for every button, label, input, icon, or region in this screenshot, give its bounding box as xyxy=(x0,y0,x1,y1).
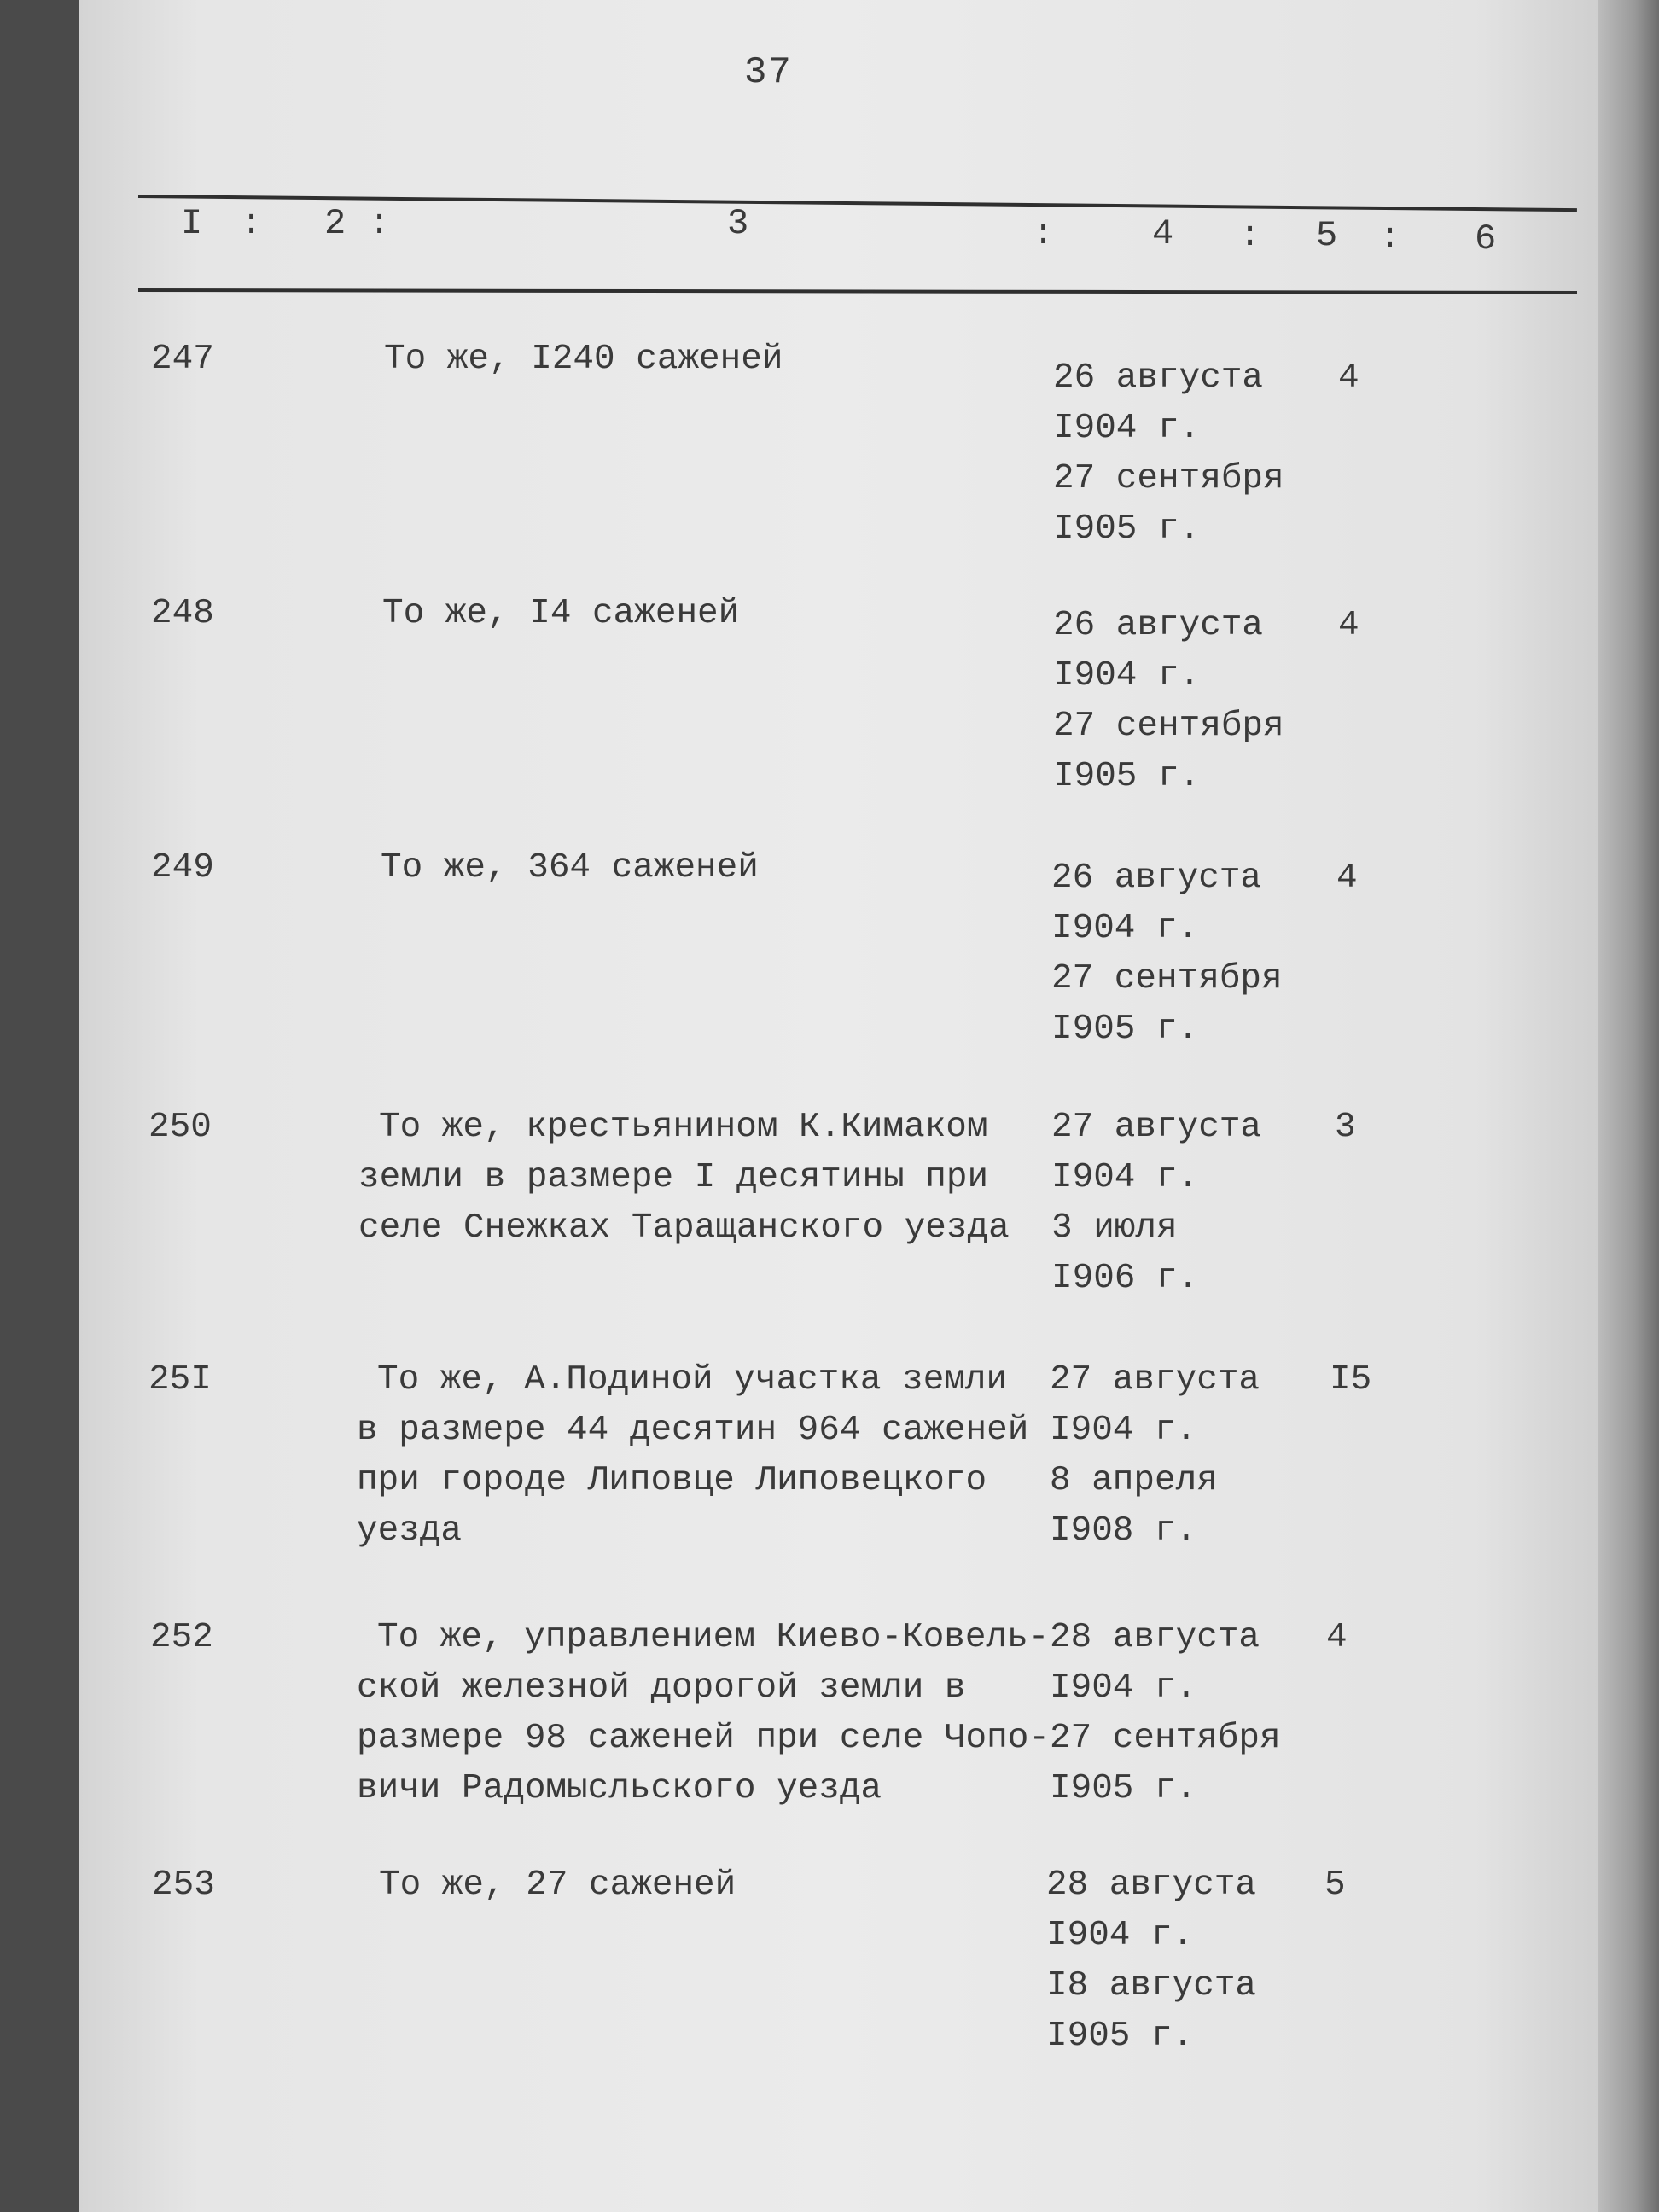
row-description xyxy=(357,1613,1125,1814)
row-number: 247 xyxy=(151,340,214,379)
description-line: То же, управлением Киево-Ковель- xyxy=(377,1618,1050,1657)
date-line: 27 августа xyxy=(1051,1108,1262,1147)
date-line: I904 г. xyxy=(1046,1916,1194,1955)
row-count: 4 xyxy=(1326,1618,1348,1657)
row-description xyxy=(384,335,1152,385)
date-line: I905 г. xyxy=(1050,1769,1197,1808)
description-line: То же, I4 саженей xyxy=(382,594,740,633)
description-line: при городе Липовце Липовецкого xyxy=(357,1461,987,1500)
header-col-6: 6 xyxy=(1475,218,1497,259)
description-line: ской железной дорогой земли в xyxy=(357,1668,966,1708)
description-line: селе Снежках Таращанского уезда xyxy=(358,1208,1010,1248)
date-line: 27 сентября xyxy=(1051,959,1283,998)
row-number: 248 xyxy=(151,594,214,633)
table-header-rule xyxy=(138,288,1577,294)
date-line: I904 г. xyxy=(1050,1668,1197,1708)
date-line: I905 г. xyxy=(1053,757,1201,796)
row-number: 252 xyxy=(150,1618,213,1657)
row-description xyxy=(379,1860,1147,1911)
date-line: I904 г. xyxy=(1050,1411,1197,1450)
date-line: I904 г. xyxy=(1051,1158,1199,1197)
header-separator: : xyxy=(1033,213,1055,254)
row-dates xyxy=(1050,1355,1306,1557)
description-line: То же, I240 саженей xyxy=(384,340,783,379)
table-header xyxy=(79,203,1598,263)
date-line: I905 г. xyxy=(1051,1010,1199,1049)
row-description xyxy=(382,589,1150,639)
description-line: вичи Радомысльского уезда xyxy=(357,1769,882,1808)
row-count: 5 xyxy=(1324,1866,1346,1905)
date-line: I904 г. xyxy=(1053,656,1201,696)
header-col-1: I xyxy=(181,203,203,244)
row-count: I5 xyxy=(1330,1360,1372,1400)
description-line: То же, А.Подиной участка земли xyxy=(377,1360,1008,1400)
row-count: 4 xyxy=(1336,859,1358,898)
header-separator: : xyxy=(1239,215,1261,256)
date-line: 27 сентября xyxy=(1050,1719,1281,1758)
date-line: 27 августа xyxy=(1050,1360,1260,1400)
row-number: 250 xyxy=(148,1108,212,1147)
row-dates xyxy=(1053,601,1309,802)
row-count: 4 xyxy=(1338,606,1359,645)
description-line: в размере 44 десятин 964 саженей xyxy=(357,1411,1029,1450)
header-separator: : xyxy=(369,203,391,244)
date-line: I905 г. xyxy=(1053,509,1201,549)
date-line: 28 августа xyxy=(1046,1866,1257,1905)
row-number: 249 xyxy=(151,848,214,888)
date-line: 28 августа xyxy=(1050,1618,1260,1657)
row-dates xyxy=(1050,1613,1306,1814)
date-line: 3 июля xyxy=(1051,1208,1178,1248)
row-count: 4 xyxy=(1338,358,1359,398)
row-count: 3 xyxy=(1335,1108,1356,1147)
row-dates xyxy=(1053,353,1309,555)
header-col-3: 3 xyxy=(727,203,749,244)
date-line: 26 августа xyxy=(1051,859,1262,898)
header-separator: : xyxy=(1379,217,1401,258)
row-dates xyxy=(1051,853,1307,1055)
document-page xyxy=(79,0,1598,2212)
date-line: 27 сентября xyxy=(1053,707,1284,746)
date-line: 26 августа xyxy=(1053,358,1264,398)
row-description xyxy=(358,1103,1126,1254)
description-line: земли в размере I десятины при xyxy=(358,1158,989,1197)
date-line: 8 апреля xyxy=(1050,1461,1218,1500)
date-line: 26 августа xyxy=(1053,606,1264,645)
description-line: размере 98 саженей при селе Чопо- xyxy=(357,1719,1050,1758)
description-line: То же, 27 саженей xyxy=(379,1866,736,1905)
date-line: I904 г. xyxy=(1051,909,1199,948)
row-description xyxy=(357,1355,1125,1557)
date-line: I904 г. xyxy=(1053,409,1201,448)
row-number: 253 xyxy=(152,1866,215,1905)
description-line: То же, 364 саженей xyxy=(381,848,759,888)
date-line: I905 г. xyxy=(1046,2017,1194,2056)
header-separator: : xyxy=(241,203,263,244)
header-col-5: 5 xyxy=(1316,215,1338,256)
description-line: уезда xyxy=(357,1511,463,1551)
row-dates xyxy=(1046,1860,1302,2062)
right-page-edge xyxy=(1598,0,1659,2212)
row-number: 25I xyxy=(148,1360,212,1400)
header-col-4: 4 xyxy=(1152,213,1174,254)
date-line: 27 сентября xyxy=(1053,459,1284,498)
date-line: I908 г. xyxy=(1050,1511,1197,1551)
date-line: I906 г. xyxy=(1051,1259,1199,1298)
row-dates xyxy=(1051,1103,1307,1304)
description-line: То же, крестьянином К.Кимаком xyxy=(379,1108,988,1147)
date-line: I8 августа xyxy=(1046,1966,1257,2005)
page-number: 37 xyxy=(744,51,793,94)
row-description xyxy=(381,843,1149,894)
header-col-2: 2 xyxy=(324,203,346,244)
